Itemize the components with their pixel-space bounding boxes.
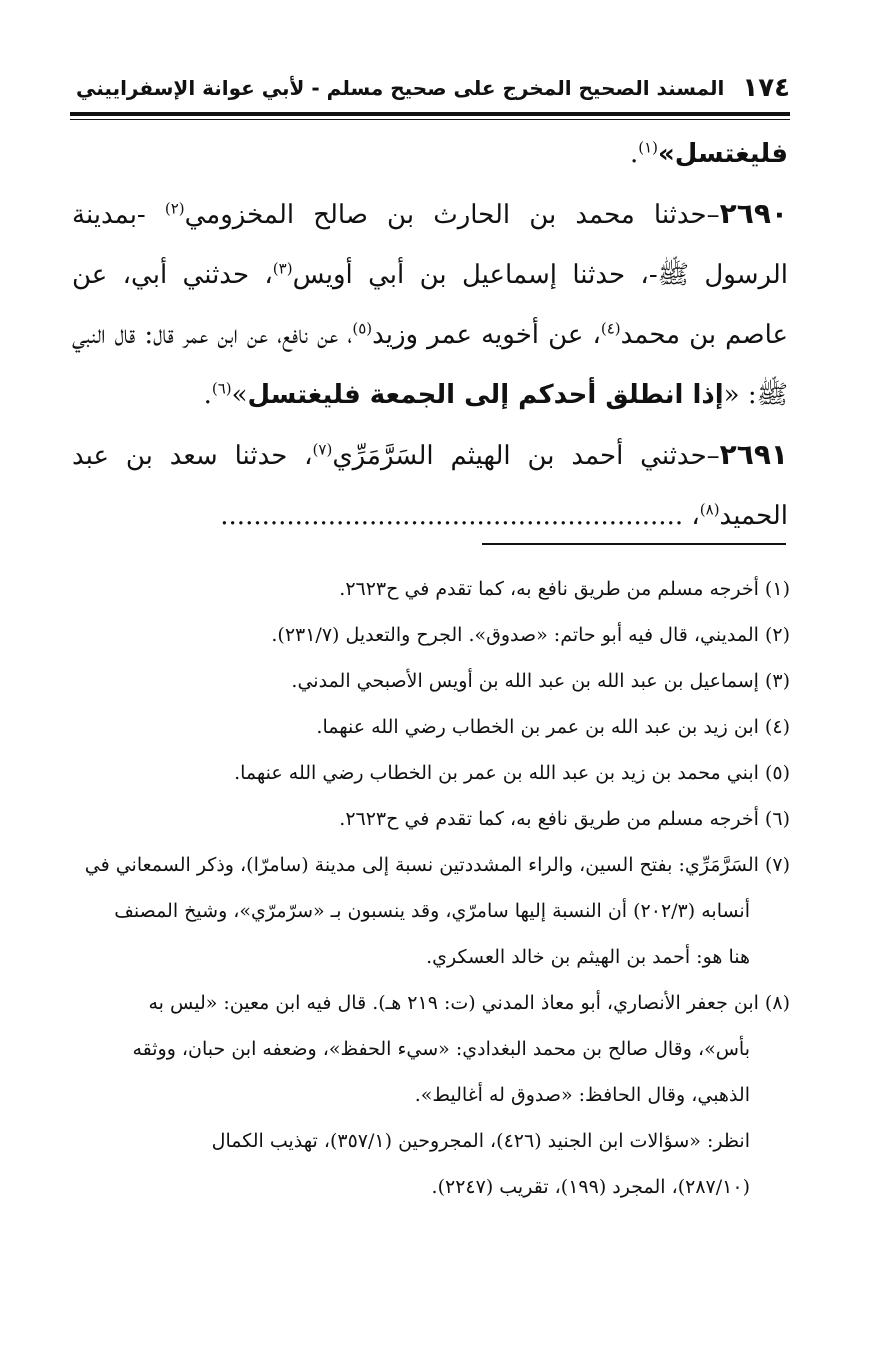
main-text: [72, 124, 788, 546]
page-header: [70, 66, 790, 110]
footnote-ref-3: (٣): [272, 259, 293, 278]
footnote-8-line-3: الذهبي، وقال الحافظ: «صدوق له أغاليط».: [414, 1084, 750, 1106]
footnote-2: (٢) المديني، قال فيه أبو حاتم: «صدوق». الجرح والتعديل (٢٣١/٧).: [271, 624, 790, 646]
footnote-7-line-1: (٧) السَرَّمَرِّي: بفتح السين، والراء المشددتين نسبة إلى مدينة (سامرّا)، وذكر السمعاني في: [84, 854, 790, 876]
hadith-2690-text-d: ، عن أخويه عمر وزيد: [372, 320, 601, 350]
footnote-4: (٤) ابن زيد بن عبد الله بن عمر بن الخطاب رضي الله عنهما.: [316, 716, 790, 738]
hadith-2691: [72, 425, 788, 546]
continuation-text: فليغتسل»: [658, 139, 788, 169]
footnote-ref-8: (٨): [699, 500, 720, 519]
hadith-2690-end: .: [203, 380, 212, 410]
footnote-8-line-1: (٨) ابن جعفر الأنصاري، أبو معاذ المدني (ت: ٢١٩ هـ). قال فيه ابن معين: «ليس به: [148, 992, 790, 1014]
footnote-separator: [482, 543, 786, 545]
footnote-ref-2: (٢): [164, 199, 185, 218]
footnote-8-line-5: (٢٨٧/١٠)، المجرد (١٩٩)، تقريب (٢٢٤٧).: [431, 1176, 750, 1198]
hadith-2690-text-f: »: [231, 380, 248, 410]
page-number: ١٧٤: [742, 73, 790, 103]
hadith-2690-text-b: -بمدينة الرسول ﷺ-، حدثنا إسماعيل بن أبي أويس: [72, 200, 788, 290]
hadith-number-2691: ٢٦٩١: [719, 438, 789, 471]
hadith-2691-text-b: ، حدثنا سعد بن عبد الحميد: [72, 441, 788, 531]
footnote-ref-7: (٧): [312, 440, 333, 459]
continuation-line: [72, 124, 788, 184]
footnote-8-line-2: بأس»، وقال صالح بن محمد البغدادي: «سيء الحفظ»، وضعفه ابن حبان، ووثقه: [132, 1038, 750, 1060]
hadith-2691-text-c: ،: [683, 501, 700, 531]
footnotes: [80, 566, 790, 1210]
continuation-end: .: [629, 139, 639, 169]
footnote-5: (٥) ابني محمد بن زيد بن عبد الله بن عمر بن الخطاب رضي الله عنهما.: [234, 762, 790, 784]
hadith-2690-text-c: ، حدثني أبي، عن عاصم بن محمد: [72, 260, 789, 350]
footnote-ref-1: (١): [638, 138, 658, 157]
footnote-3: (٣) إسماعيل بن عبد الله بن عبد الله بن أويس الأصبحي المدني.: [291, 670, 790, 692]
running-title: المسند الصحيح المخرج على صحيح مسلم - لأبي عوانة الإسفراييني: [76, 76, 725, 100]
hadith-2691-text-a: –حدثني أحمد بن الهيثم السَرَّمَرِّي: [332, 441, 720, 471]
footnote-7-line-2: أنسابه (٢٠٢/٣) أن النسبة إليها سامرّي، وقد ينسبون بـ «سرّمرّي»، وشيخ المصنف: [114, 900, 750, 922]
footnote-1: (١) أخرجه مسلم من طريق نافع به، كما تقدم في ح٢٦٢٣.: [339, 578, 790, 600]
header-rule-thick: [70, 112, 790, 116]
header-rule-thin: [70, 119, 790, 120]
hadith-number-2690: ٢٦٩٠: [719, 197, 788, 230]
hadith-2690-text-e: ، عن نافع، عن ابن عمر قال: قال النبي ﷺ: «: [72, 320, 788, 410]
hadith-2690: [72, 184, 788, 425]
footnote-ref-4: (٤): [600, 319, 621, 338]
footnote-ref-6: (٦): [211, 379, 232, 398]
hadith-2690-text-a: –حدثنا محمد بن الحارث بن صالح المخزومي: [184, 200, 720, 230]
footnote-ref-5: (٥): [352, 319, 373, 338]
ellipsis-dots: ........................................................: [220, 501, 684, 531]
hadith-2690-matn: إذا انطلق أحدكم إلى الجمعة فليغتسل: [247, 380, 724, 410]
footnote-8-line-4: انظر: «سؤالات ابن الجنيد (٤٢٦)، المجروحين (٣٥٧/١)، تهذيب الكمال: [211, 1130, 750, 1152]
footnote-6: (٦) أخرجه مسلم من طريق نافع به، كما تقدم في ح٢٦٢٣.: [339, 808, 790, 830]
footnote-7-line-3: هنا هو: أحمد بن الهيثم بن خالد العسكري.: [426, 946, 750, 968]
